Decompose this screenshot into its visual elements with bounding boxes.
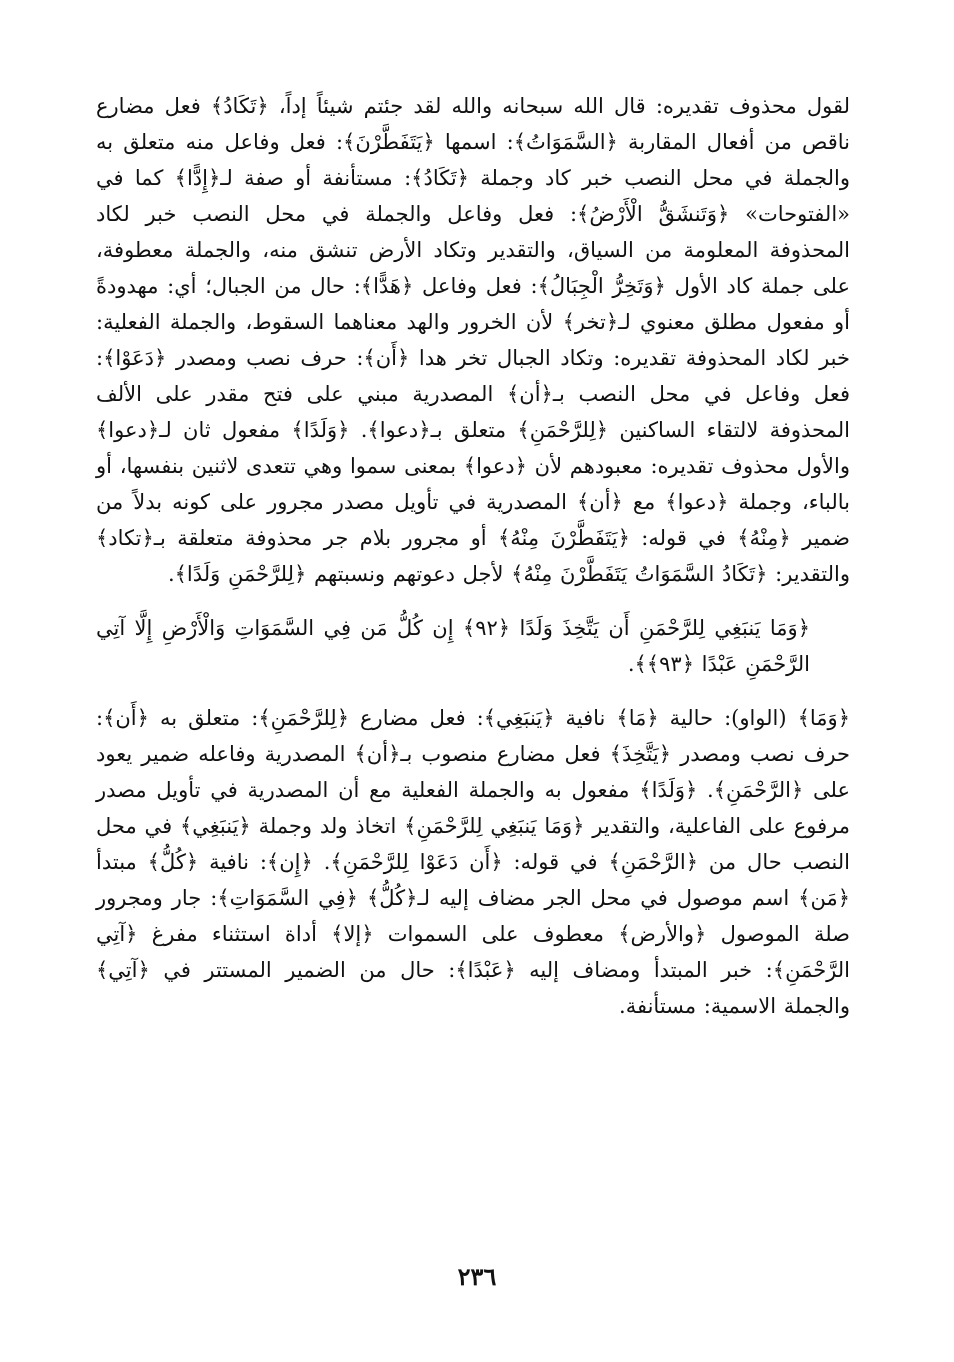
page-number: ٢٣٦ xyxy=(457,1262,497,1291)
commentary-paragraph-1: لقول محذوف تقديره: قال الله سبحانه والله لقد جئتم شيئاً إداً، ﴿تَكَادُ﴾ فعل مضارع ناقص من أفعال المقاربة ﴿السَّمَوَاتُ﴾: اسمها ﴿يَتَفَطَّرْنَ﴾: فعل وفاعل منه متعلق به والجملة في محل النصب خبر كاد وجملة ﴿تَكَادُ﴾: مستأنفة أو صفة لـ﴿إِدًّا﴾ كما في «الفتوحات» ﴿وَتَنشَقُّ الْأَرْضُ﴾: فعل وفاعل والجملة في محل النصب خبر لكاد المحذوفة المعلومة من السياق، والتقدير وتكاد الأرض تنشق منه، والجملة معطوفة، على جملة كاد الأول ﴿وَتَخِرُّ الْجِبَالُ﴾: فعل وفاعل ﴿هَدًّا﴾: حال من الجبال؛ أي: مهدودةً أو مفعول مطلق معنوي لـ﴿تخر﴾ لأن الخرور والهد معناهما السقوط، والجملة الفعلية: خبر لكاد المحذوفة تقديره: وتكاد الجبال تخر هدا ﴿أَن﴾: حرف نصب ومصدر ﴿دَعَوْا﴾: فعل وفاعل في محل النصب بـ﴿أن﴾ المصدرية مبني على فتح مقدر على الألف المحذوفة لالتقاء الساكنين ﴿لِلرَّحْمَنِ﴾ متعلق بـ﴿دعوا﴾. ﴿وَلَدًا﴾ مفعول ثان لـ﴿دعوا﴾ والأول محذوف تقديره: معبودهم لأن ﴿دعوا﴾ بمعنى سموا وهي تتعدى لاثنين بنفسها، أو بالباء، وجملة ﴿دعوا﴾ مع ﴿أن﴾ المصدرية في تأويل مصدر مجرور على كونه بدلاً من ضمير ﴿مِنْهُ﴾ في قوله: ﴿يَتَفَطَّرْنَ مِنْهُ﴾ أو مجرور بلام جر محذوفة متعلقة بـ﴿تكاد﴾ والتقدير: ﴿تَكَادُ السَّمَوَاتُ يَتَفَطَّرْنَ مِنْهُ﴾ لأجل دعوتهم ونسبتهم ﴿لِلرَّحْمَنِ وَلَدًا﴾. xyxy=(96,94,850,586)
commentary-paragraph-2: ﴿وَمَا﴾ (الواو): حالية ﴿مَا﴾ نافية ﴿يَنبَغِي﴾: فعل مضارع ﴿لِلرَّحْمَنِ﴾: متعلق به ﴿أَن﴾: حرف نصب ومصدر ﴿يَتَّخِذَ﴾ فعل مضارع منصوب بـ﴿أن﴾ المصدرية وفاعله ضمير يعود على ﴿الرَّحْمَنِ﴾. ﴿وَلَدًا﴾ مفعول به والجملة الفعلية مع أن المصدرية في تأويل مصدر مرفوع على الفاعلية، والتقدير ﴿وَمَا يَنبَغِي لِلرَّحْمَنِ﴾ اتخاذ ولد وجملة ﴿يَنبَغِي﴾ في محل النصب حال من ﴿الرَّحْمَنِ﴾ في قوله: ﴿أَن دَعَوْا لِلرَّحْمَنِ﴾. ﴿إِن﴾: نافية ﴿كُلُّ﴾ مبتدأ ﴿مَن﴾ اسم موصول في محل الجر مضاف إليه لـ﴿كُلُّ﴾ ﴿فِي السَّمَوَاتِ﴾: جار ومجرور صلة الموصول ﴿والأرض﴾ معطوف على السموات ﴿إلا﴾ أداة استثناء مفرغ ﴿آتِي الرَّحْمَنِ﴾: خبر المبتدأ ومضاف إليه ﴿عَبْدًا﴾: حال من الضمير المستتر في ﴿آتِي﴾ والجملة الاسمية: مستأنفة. xyxy=(96,706,850,1018)
quran-verse: ﴿وَمَا يَنبَغِي لِلرَّحْمَنِ أَن يَتَّخِذَ وَلَدًا ﴿٩٢﴾ إِن كُلُّ مَن فِي السَّمَوَاتِ وَالْأَرْضِ إِلَّا آتِي الرَّحْمَنِ عَبْدًا ﴿٩٣﴾﴾. xyxy=(96,616,810,676)
